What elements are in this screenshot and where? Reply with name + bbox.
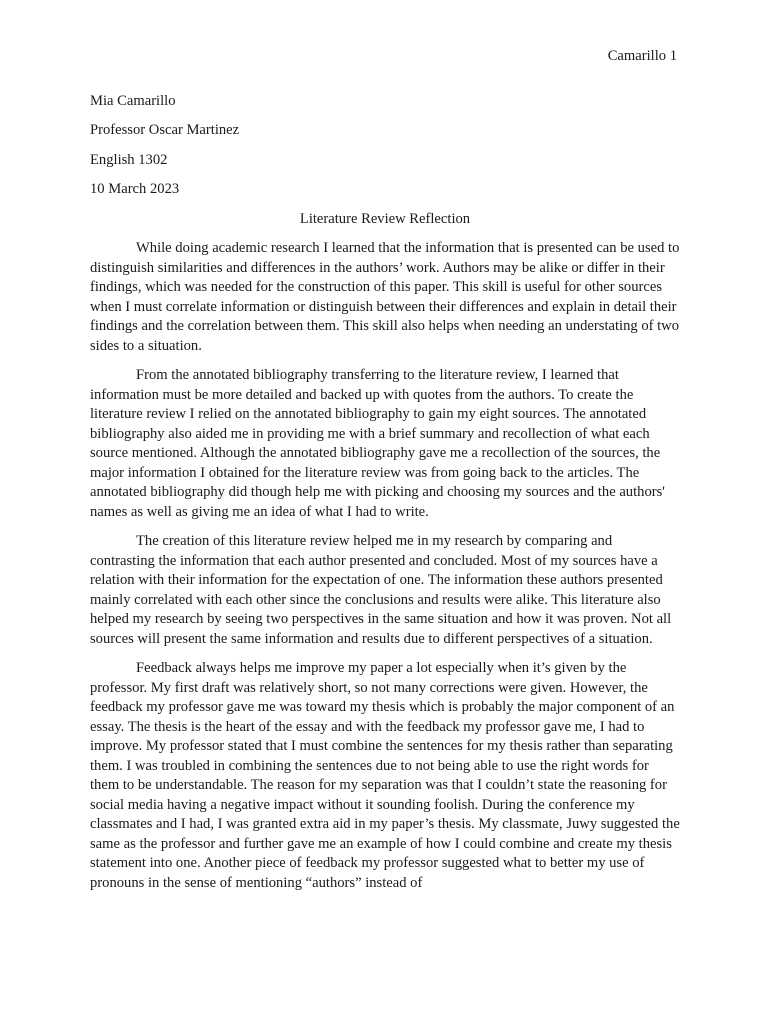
document-title: Literature Review Reflection: [299, 211, 471, 227]
instructor-name: Professor Oscar Martinez: [90, 122, 240, 139]
body-text: [90, 239, 680, 903]
date-line: 10 March 2023: [90, 180, 180, 197]
running-header: Camarillo 1: [607, 48, 677, 64]
body-paragraph: While doing academic research I learned that the information that is presented can be used to distinguish similarities and differences in the authors’ work. Authors may be alike or differ in their findings, which was needed for the construction of this paper. This skill is useful for other sources when I must correlate information or distinguish between their differences and explain in detail their findings and the correlation between them. This skill also helps when needing an understating of two sides to a situation.: [90, 240, 680, 354]
course-name: English 1302: [90, 151, 168, 168]
mla-heading: [90, 92, 680, 209]
author-name: Mia Camarillo: [90, 93, 176, 109]
body-paragraph: From the annotated bibliography transferring to the literature review, I learned that information must be more detailed and backed up with quotes from the authors. To create the literature review I relied on the annotated bibliography to gain my eight sources. The annotated bibliography also aided me in providing me with a brief summary and recollection of what each source mentioned. Although the annotated bibliography gave me a recollection of the sources, the major information I obtained for the literature review was from going back to the articles. The annotated bibliography did though help me with picking and choosing my sources and the authors' names as well as giving me an idea of what I had to write.: [90, 367, 665, 520]
body-paragraph: Feedback always helps me improve my paper a lot especially when it’s given by the professor. My first draft was relatively short, so not many corrections were given. However, the feedback my professor gave me was toward my thesis which is probably the major component of an essay. The thesis is the heart of the essay and with the feedback my professor gave me, I had to improve. My professor stated that I must combine the sentences for my thesis rather than separating them. I was troubled in combining the sentences due to not being able to use the right words for them to be understandable. The reason for my separation was that I couldn’t state the reasoning for social media having a negative impact without it sounding foolish. During the conference my classmates and I had, I was granted extra aid in my paper’s thesis. My classmate, Juwy suggested the same as the professor and further gave me an example of how I could combine and create my thesis statement into one. Another piece of feedback my professor suggested what to better my use of pronouns in the sense of mentioning “authors” instead of: [90, 660, 680, 891]
body-paragraph: The creation of this literature review helped me in my research by comparing and contrasting the information that each author presented and concluded. Most of my sources have a relation with their information for the expectation of one. The information these authors presented mainly correlated with each other since the conclusions and results were alike. This literature also helped my research by seeing two perspectives in the same situation and how it was proven. Not all sources will present the same information and results due to different perspectives of a situation.: [90, 533, 672, 647]
